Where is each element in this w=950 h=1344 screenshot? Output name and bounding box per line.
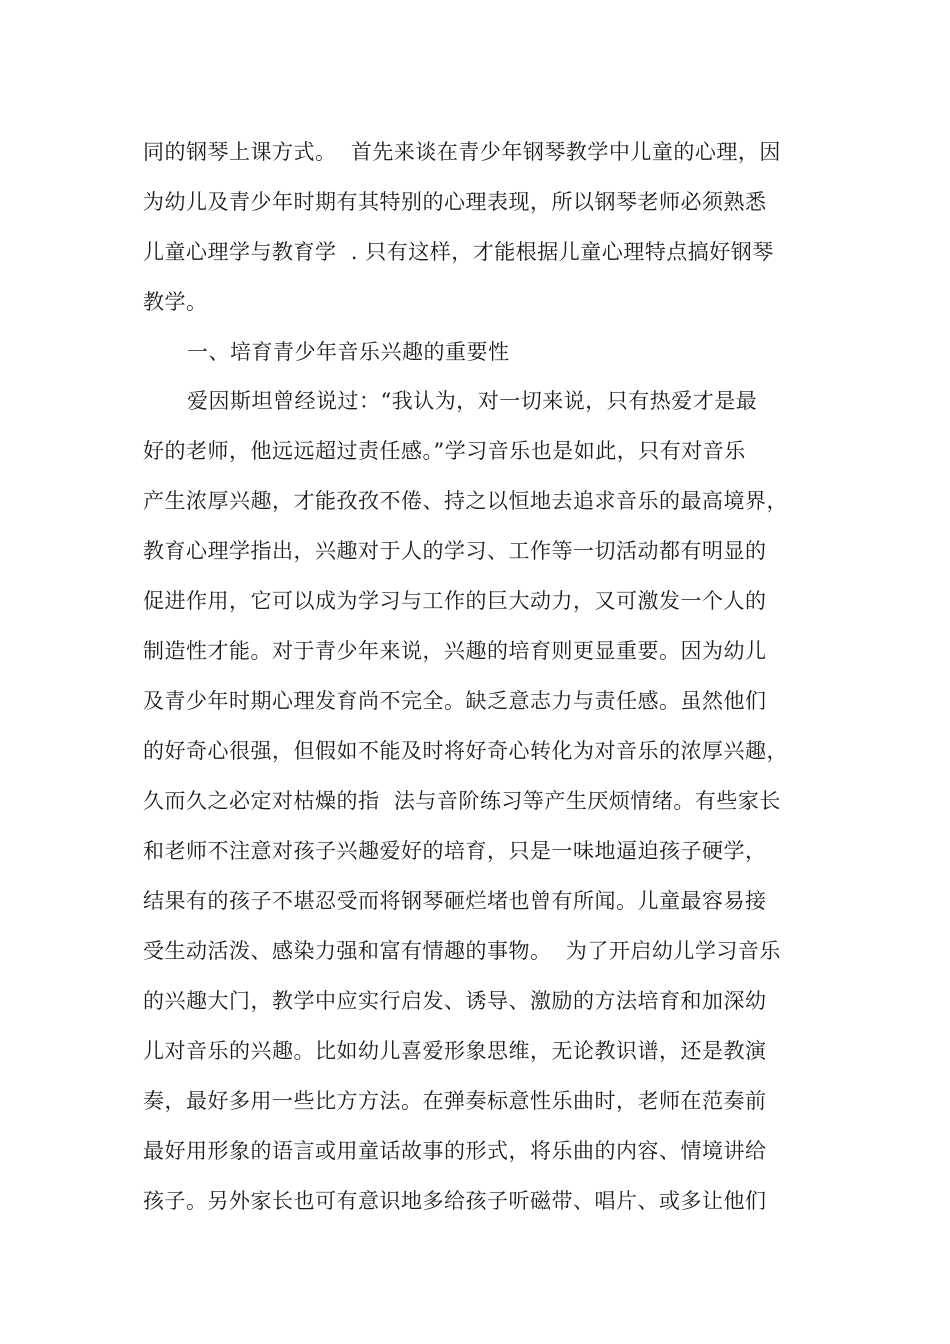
text-line: 的兴趣大门，教学中应实行启发、诱导、激励的方法培育和加深幼	[143, 989, 767, 1013]
text-line: 孩子。另外家长也可有意识地多给孩子听磁带、唱片、或多让他们	[143, 1189, 767, 1213]
text-line: 爱因斯坦曾经说过：“我认为，对一切来说，只有热爱才是最	[187, 389, 758, 413]
text-line: 和老师不注意对孩子兴趣爱好的培育，只是一味地逼迫孩子硬学，	[143, 839, 767, 863]
text-line: 同的钢琴上课方式。 首先来谈在青少年钢琴教学中儿童的心理，因	[143, 140, 781, 164]
text-line: 制造性才能。对于青少年来说，兴趣的培育则更显重要。因为幼儿	[143, 639, 767, 663]
text-line: 奏，最好多用一些比方方法。在弹奏标意性乐曲时，老师在范奏前	[143, 1089, 767, 1113]
text-line: 好的老师，他远远超过责任感。”学习音乐也是如此，只有对音乐	[143, 439, 746, 463]
section-heading: 一、培育青少年音乐兴趣的重要性	[187, 340, 510, 364]
text-line: 儿对音乐的兴趣。比如幼儿喜爱形象思维，无论教识谱，还是教演	[143, 1039, 767, 1063]
text-line: 儿童心理学与教育学 . 只有这样，才能根据儿童心理特点搞好钢琴	[143, 240, 774, 264]
text-line: 的好奇心很强，但假如不能及时将好奇心转化为对音乐的浓厚兴趣，	[143, 739, 788, 763]
text-line: 产生浓厚兴趣，才能孜孜不倦、持之以恒地去追求音乐的最高境界，	[143, 489, 788, 513]
text-line: 教育心理学指出，兴趣对于人的学习、工作等一切活动都有明显的	[143, 539, 767, 563]
text-line: 结果有的孩子不堪忍受而将钢琴砸烂堵也曾有所闻。儿童最容易接	[143, 889, 767, 913]
text-line: 为幼儿及青少年时期有其特别的心理表现，所以钢琴老师必须熟悉	[143, 190, 767, 214]
text-line: 教学。	[143, 290, 208, 314]
text-line: 促进作用，它可以成为学习与工作的巨大动力，又可激发一个人的	[143, 589, 767, 613]
text-line: 受生动活泼、感染力强和富有情趣的事物。 为了开启幼儿学习音乐	[143, 939, 781, 963]
text-line: 最好用形象的语言或用童话故事的形式，将乐曲的内容、情境讲给	[143, 1139, 767, 1163]
text-line: 及青少年时期心理发育尚不完全。缺乏意志力与责任感。虽然他们	[143, 689, 767, 713]
text-line: 久而久之必定对枯燥的指 法与音阶练习等产生厌烦情绪。有些家长	[143, 789, 781, 813]
